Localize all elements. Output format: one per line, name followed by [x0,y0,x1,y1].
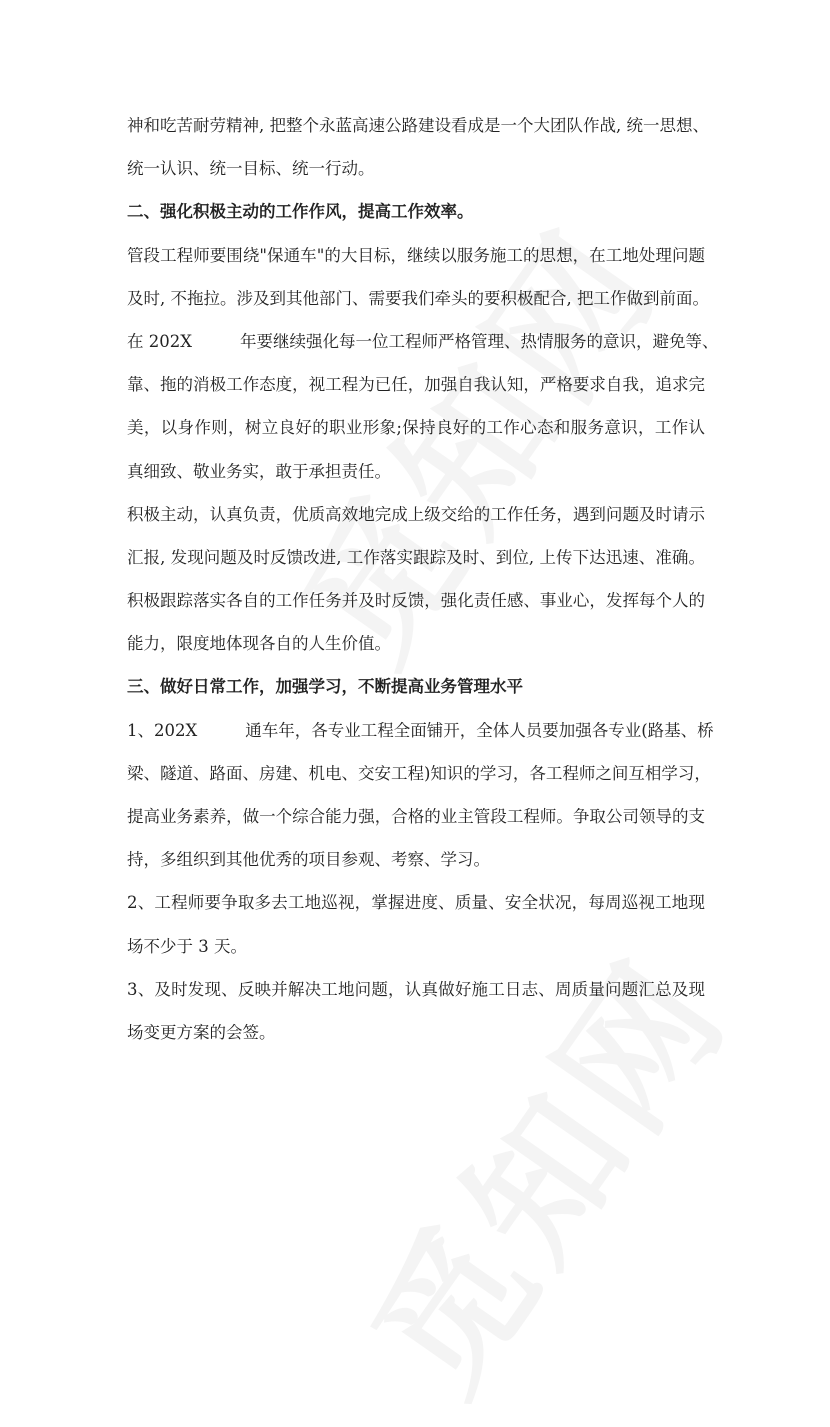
paragraph-line: 靠、拖的消极工作态度，视工程为已任，加强自我认知，严格要求自我，追求完 [127,375,705,395]
line-suffix: 通车年，各专业工程全面铺开，全体人员要加强各专业(路基、桥 [245,720,714,740]
line-prefix: 在 202X [127,331,192,351]
paragraph-line: 积极跟踪落实各自的工作任务并及时反馈，强化责任感、事业心，发挥每个人的 [127,591,705,611]
paragraph-line: 真细致、敬业务实，敢于承担责任。 [127,461,391,481]
paragraph-line: 2、工程师要争取多去工地巡视，掌握进度、质量、安全状况，每周巡视工地现 [127,893,705,913]
paragraph-line: 梁、隧道、路面、房建、机电、交安工程)知识的学习，各工程师之间互相学习， [127,763,711,783]
paragraph-line: 管段工程师要围绕"保通车"的大目标，继续以服务施工的思想，在工地处理问题 [127,245,705,265]
paragraph-line [127,709,714,752]
paragraph-line: 3、及时发现、反映并解决工地问题，认真做好施工日志、周质量问题汇总及现 [127,979,705,999]
paragraph-line: 统一认识、统一目标、统一行动。 [127,159,375,179]
paragraph-line: 汇报, 发现问题及时反馈改进, 工作落实跟踪及时、到位, 上传下达迅速、准确。 [127,547,705,567]
paragraph-line: 能力，限度地体现各自的人生价值。 [127,634,391,654]
paragraph-line: 场变更方案的会签。 [127,1022,276,1042]
section-heading-3: 三、做好日常工作，加强学习，不断提高业务管理水平 [127,677,523,697]
paragraph-line: 神和吃苦耐劳精神, 把整个永蓝高速公路建设看成是一个大团队作战, 统一思想、 [127,116,709,135]
document-body [127,104,719,1054]
paragraph-line: 提高业务素养，做一个综合能力强，合格的业主管段工程师。争取公司领导的支 [127,807,705,826]
paragraph-line: 积极主动，认真负责，优质高效地完成上级交给的工作任务，遇到问题及时请示 [127,504,705,524]
paragraph-line: 场不少于 3 天。 [127,936,247,956]
paragraph-line: 及时, 不拖拉。涉及到其他部门、需要我们牵头的要积极配合, 把工作做到前面。 [127,288,709,308]
line-prefix: 1、202X [127,720,198,740]
line-suffix: 年要继续强化每一位工程师严格管理、热情服务的意识，避免等、 [240,331,719,351]
section-heading-2: 二、强化积极主动的工作作风，提高工作效率。 [127,202,474,222]
paragraph-line: 美，以身作则，树立良好的职业形象;保持良好的工作心态和服务意识，工作认 [127,418,705,438]
paragraph-line: 持，多组织到其他优秀的项目参观、考察、学习。 [127,850,490,870]
paragraph-line [127,320,719,363]
